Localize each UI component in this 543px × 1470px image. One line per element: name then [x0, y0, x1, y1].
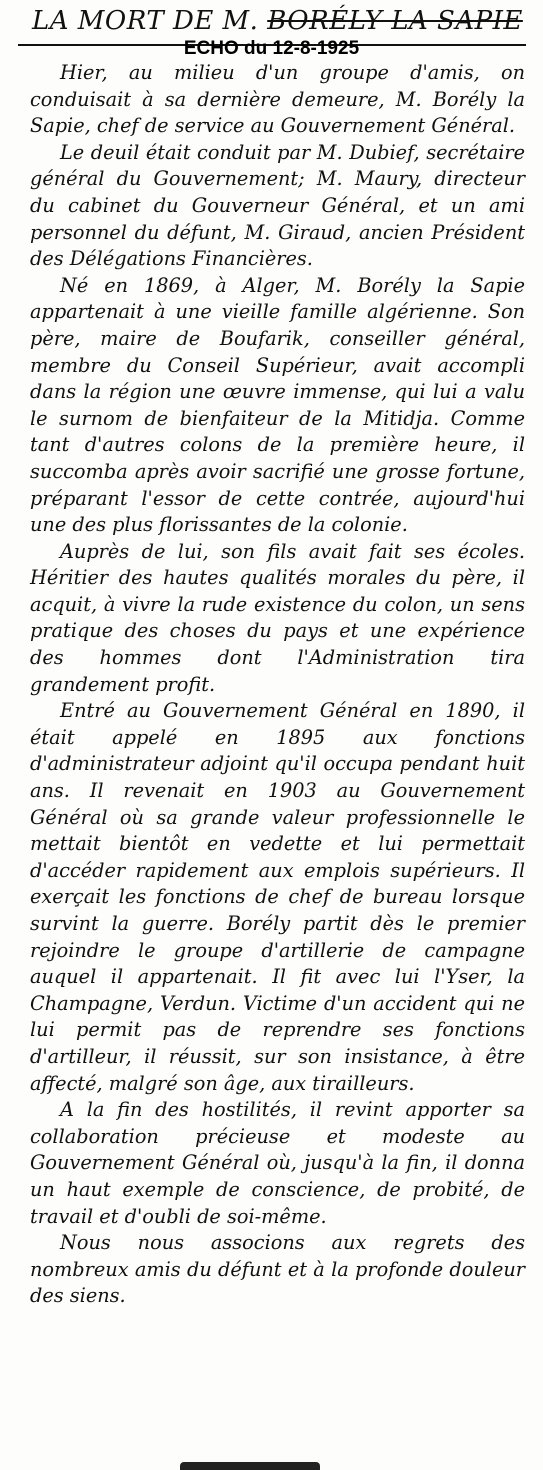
headline [32, 4, 532, 38]
paragraph: Né en 1869, à Alger, M. Borély la Sapie appartenait à une vieille famille algérienne. Son père, maire de Boufarik, conseiller général, membre du Conseil Supérieur, avait accompli dans la région une œuvre immense, qui lui a valu le surnom de bienfaiteur de la Mitidja. Comme tant d'autres colons de la première heure, il succomba après avoir sacrifié une grosse fortune, préparant l'essor de cette contrée, aujourd'hui une des plus florissantes de la colonie. [30, 273, 525, 537]
source-annotation: ECHO du 12-8-1925 [183, 38, 360, 59]
bottom-ornament [180, 1462, 320, 1470]
paragraph: Hier, au milieu d'un groupe d'amis, on conduisait à sa dernière demeure, M. Borély la Sapie, chef de service au Gouvernement Général. [30, 61, 525, 138]
headline-lead: LA MORT DE M. [32, 6, 259, 36]
paragraph: A la fin des hostilités, il revint apporter sa collaboration précieuse et modeste au Gouvernement Général où, jusqu'à la fin, il donna un haut exemple de conscience, de probité, de travail et d'oubli de soi-même. [30, 1098, 525, 1228]
paragraph: Auprès de lui, son fils avait fait ses écoles. Héritier des hautes qualités morales du père, il acquit, à vivre la rude existence du colon, un sens pratique des choses du pays et une expérience des hommes dont l'Administration tira grandement profit. [30, 539, 525, 696]
paragraph: Nous nous associons aux regrets des nombreux amis du défunt et à la profonde douleur des siens. [30, 1231, 525, 1308]
headline-struck-name: BORÉLY LA SAPIE [267, 6, 523, 36]
article-body [30, 60, 525, 1310]
paragraph: Le deuil était conduit par M. Dubief, secrétaire général du Gouvernement; M. Maury, directeur du cabinet du Gouverneur Général, et un ami personnel du défunt, M. Giraud, ancien Président des Délégations Financières. [30, 140, 525, 271]
paragraph: Entré au Gouvernement Général en 1890, il était appelé en 1895 aux fonctions d'administrateur adjoint qu'il occupa pendant huit ans. Il revenait en 1903 au Gouvernement Général où sa grande valeur professionnelle le mettait bientôt en vedette et lui permettait d'accéder rapidement aux emplois supérieurs. Il exerçait les fonctions de chef de bureau lorsque survint la guerre. Borély partit dès le premier rejoindre le groupe d'artillerie de campagne auquel il appartenait. Il fit avec lui l'Yser, la Champagne, Verdun. Victime d'un accident qui ne lui permit pas de reprendre ses fonctions d'artilleur, il réussit, sur son insistance, à être affecté, malgré son âge, aux tirailleurs. [30, 699, 525, 1095]
